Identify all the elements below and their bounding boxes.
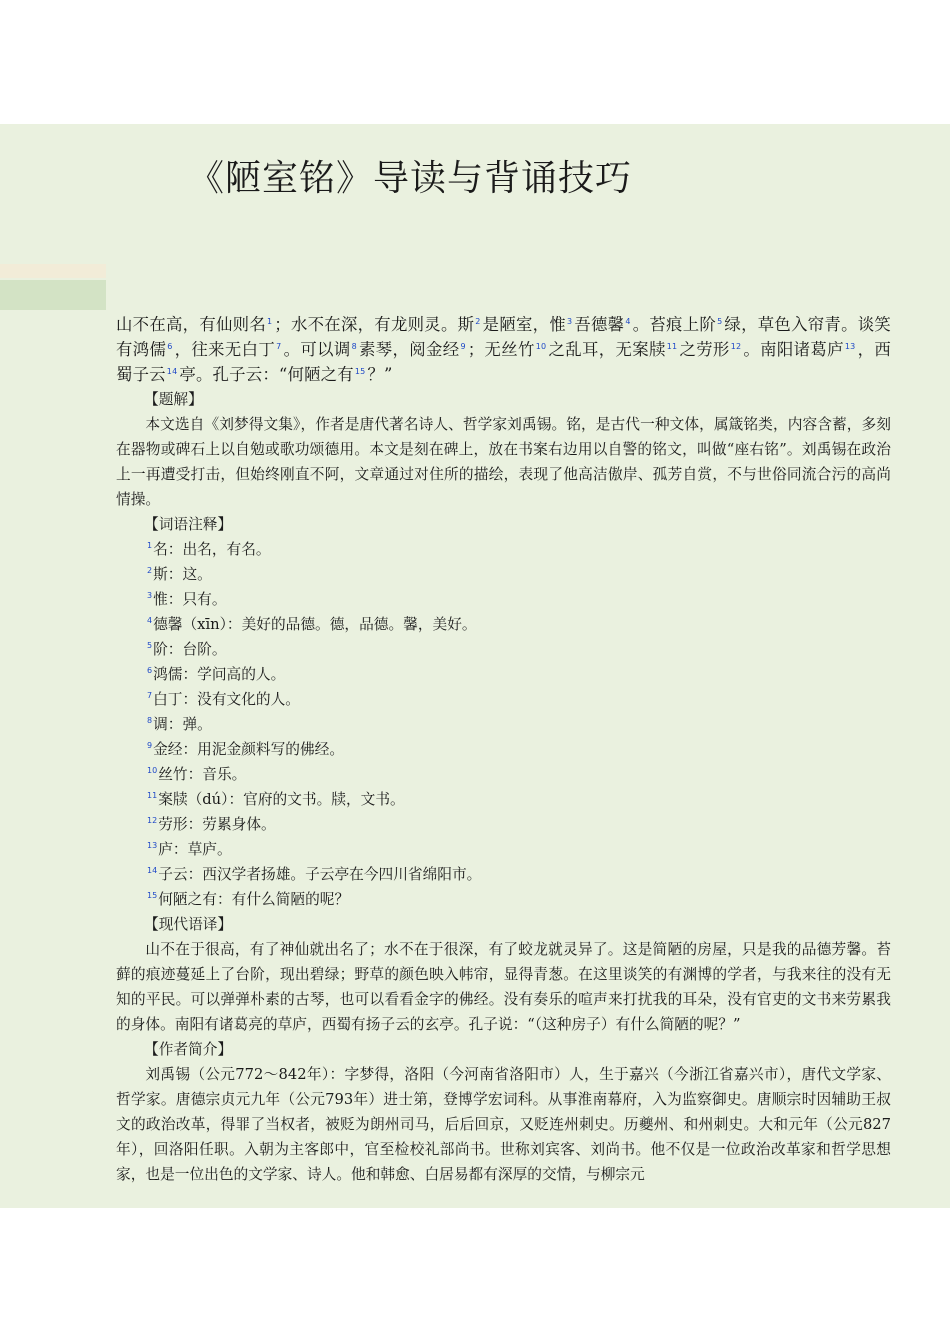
note-text: 子云：西汉学者扬雄。子云亭在今四川省绵阳市。 xyxy=(158,866,482,883)
poem-segment: ，往来无白丁 xyxy=(174,340,276,359)
footnote-marker: 12 xyxy=(730,342,742,351)
section-heading-translation: 【现代语译】 xyxy=(144,916,233,933)
footnote-marker: 11 xyxy=(666,342,678,351)
note-text: 案牍（dú）：官府的文书。牍，文书。 xyxy=(158,791,405,808)
note-number: 11 xyxy=(147,791,158,800)
note-text: 丝竹：音乐。 xyxy=(158,766,247,783)
note-item xyxy=(116,862,891,887)
author-paragraph: 刘禹锡（公元772～842年）：字梦得，洛阳（今河南省洛阳市）人，生于嘉兴（今浙江省嘉兴市），唐代文学家、哲学家。唐德宗贞元九年（公元793年）进士第，登博学宏词科。从事淮南幕府，入为监察御史。唐顺宗时因辅助王叔文的政治改革，得罪了当权者，被贬为朗州司马，后后回京，又贬连州刺史。历夔州、和州刺史。大和元年（公元827年），回洛阳任职。入朝为主客郎中，官至检校礼部尚书。世称刘宾客、刘尚书。他不仅是一位政治改革家和哲学思想家，也是一位出色的文学家、诗人。他和韩愈、白居易都有深厚的交情，与柳宗元 xyxy=(116,1066,891,1183)
footnote-marker: 8 xyxy=(351,342,357,351)
note-item xyxy=(116,662,891,687)
note-text: 金经：用泥金颜料写的佛经。 xyxy=(153,741,345,758)
poem-segment: 绿，草色入帘青。谈笑有鸿儒 xyxy=(116,315,892,359)
poem-segment: 山不在高，有仙则名 xyxy=(116,315,266,334)
page-title: 《陋室铭》导读与背诵技巧 xyxy=(188,158,633,199)
note-item xyxy=(116,712,891,737)
footnote-marker: 15 xyxy=(354,367,366,376)
note-item xyxy=(116,637,891,662)
poem-segment: 吾德馨 xyxy=(574,315,625,334)
poem-segment: 是陋室，惟 xyxy=(482,315,566,334)
footnote-marker: 9 xyxy=(460,342,466,351)
section-heading-notes: 【词语注释】 xyxy=(144,516,233,533)
translation-paragraph: 山不在于很高，有了神仙就出名了；水不在于很深，有了蛟龙就灵异了。这是简陋的房屋，只是我的品德芳馨。苔藓的痕迹蔓延上了台阶，现出碧绿；野草的颜色映入帏帘，显得青葱。在这里谈笑的有渊博的学者，与我来往的没有无知的平民。可以弹弹朴素的古琴，也可以看看金字的佛经。没有奏乐的喧声来打扰我的耳朵，没有官吏的文书来劳累我的身体。南阳有诸葛亮的草庐，西蜀有扬子云的玄亭。孔子说：“（这种房子）有什么简陋的呢？” xyxy=(116,941,891,1033)
note-item xyxy=(116,887,891,912)
footnote-marker: 10 xyxy=(535,342,547,351)
document-body xyxy=(116,312,891,1187)
poem-segment: 。苔痕上阶 xyxy=(632,315,717,334)
section-heading-author: 【作者简介】 xyxy=(144,1041,233,1058)
note-text: 何陋之有：有什么简陋的呢？ xyxy=(158,891,350,908)
note-text: 庐：草庐。 xyxy=(158,841,232,858)
footnote-marker: 13 xyxy=(844,342,856,351)
note-text: 德馨（xīn）：美好的品德。德，品德。馨，美好。 xyxy=(153,616,477,633)
note-item xyxy=(116,812,891,837)
note-text: 阶：台阶。 xyxy=(153,641,227,658)
poem-segment: 。南阳诸葛庐 xyxy=(743,340,844,359)
footnote-marker: 4 xyxy=(625,317,631,326)
notes-list xyxy=(116,537,891,912)
poem-segment: 素琴，阅金经 xyxy=(358,340,460,359)
note-number: 3 xyxy=(147,591,153,600)
poem-segment: 。可以调 xyxy=(283,340,351,359)
note-number: 12 xyxy=(147,816,158,825)
note-number: 2 xyxy=(147,566,153,575)
note-text: 惟：只有。 xyxy=(153,591,227,608)
note-item xyxy=(116,587,891,612)
note-text: 鸿儒：学问高的人。 xyxy=(153,666,286,683)
note-item xyxy=(116,687,891,712)
section-heading-tijie: 【题解】 xyxy=(144,391,203,408)
footnote-marker: 3 xyxy=(566,317,573,326)
note-number: 7 xyxy=(147,691,153,700)
poem-segment: ；无丝竹 xyxy=(467,340,535,359)
poem-segment: ？” xyxy=(367,365,393,384)
note-text: 调：弹。 xyxy=(153,716,212,733)
footnote-marker: 7 xyxy=(276,342,282,351)
footnote-marker: 1 xyxy=(267,317,273,326)
decorative-tab-dark xyxy=(0,280,106,310)
note-item xyxy=(116,537,891,562)
note-text: 斯：这。 xyxy=(153,566,212,583)
note-number: 4 xyxy=(147,616,153,625)
note-item xyxy=(116,787,891,812)
poem-segment: ，西蜀子云 xyxy=(116,340,891,384)
decorative-tab-light xyxy=(0,264,106,278)
note-number: 10 xyxy=(147,766,158,775)
note-item xyxy=(116,837,891,862)
note-text: 白丁：没有文化的人。 xyxy=(153,691,300,708)
note-number: 8 xyxy=(147,716,153,725)
note-item xyxy=(116,612,891,637)
note-number: 9 xyxy=(147,741,153,750)
note-number: 15 xyxy=(147,891,158,900)
tijie-paragraph: 本文选自《刘梦得文集》，作者是唐代著名诗人、哲学家刘禹锡。铭，是古代一种文体，属箴铭类，内容含蓄，多刻在器物或碑石上以自勉或歌功颂德用。本文是刻在碑上，放在书案右边用以自警的铭文，叫做“座右铭”。刘禹锡在政治上一再遭受打击，但始终刚直不阿，文章通过对住所的描绘，表现了他高洁傲岸、孤芳自赏，不与世俗同流合污的高尚情操。 xyxy=(116,416,891,508)
footnote-marker: 5 xyxy=(717,317,723,326)
note-number: 13 xyxy=(147,841,158,850)
note-item xyxy=(116,737,891,762)
poem-segment: 之乱耳，无案牍 xyxy=(548,340,666,359)
poem-segment: ；水不在深，有龙则灵。斯 xyxy=(274,315,475,334)
footnote-marker: 2 xyxy=(475,317,481,326)
poem-segment: 之劳形 xyxy=(679,340,730,359)
note-number: 1 xyxy=(147,541,153,550)
note-text: 劳形：劳累身体。 xyxy=(158,816,276,833)
note-text: 名：出名，有名。 xyxy=(153,541,271,558)
note-number: 5 xyxy=(147,641,153,650)
note-item xyxy=(116,562,891,587)
footnote-marker: 14 xyxy=(166,367,178,376)
footnote-marker: 6 xyxy=(167,342,173,351)
poem-text xyxy=(116,312,891,387)
note-number: 6 xyxy=(147,666,153,675)
note-item xyxy=(116,762,891,787)
note-number: 14 xyxy=(147,866,158,875)
poem-segment: 亭。孔子云：“何陋之有 xyxy=(179,365,354,384)
